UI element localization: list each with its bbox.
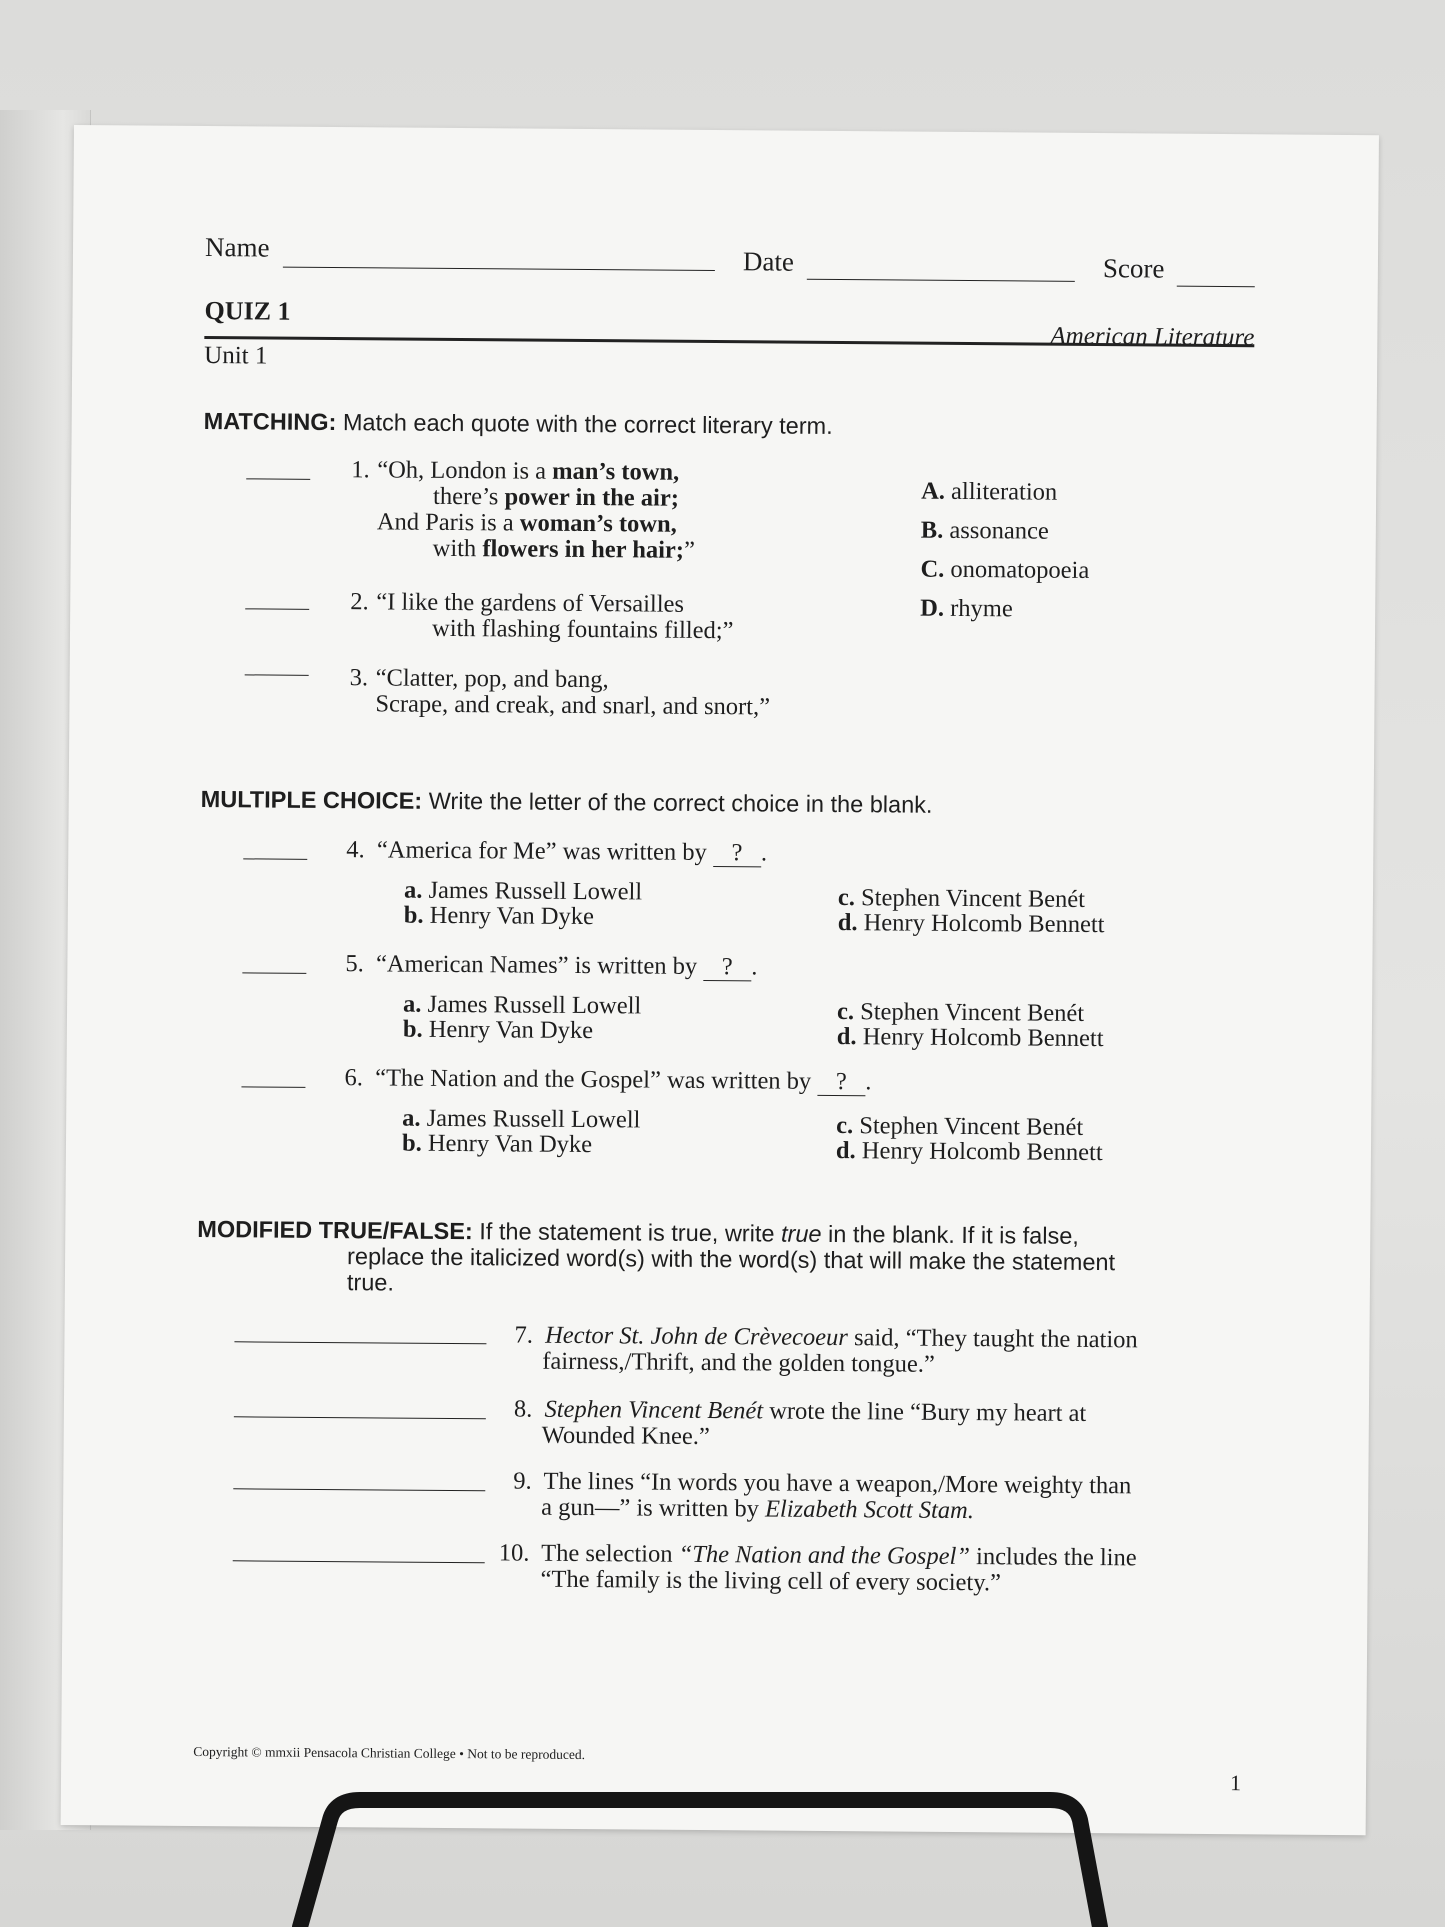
question-3-number: 3.	[349, 664, 369, 692]
question-4: 4. “America for Me” was written by ? .	[346, 836, 768, 867]
question-1-line-4: with flowers in her hair;”	[432, 534, 696, 564]
name-label: Name	[204, 232, 270, 263]
answer-blank-1[interactable]	[246, 478, 310, 480]
matching-instructions	[204, 408, 833, 440]
answer-blank-10[interactable]	[233, 1560, 485, 1563]
date-label: Date	[742, 246, 795, 277]
true-false-heading: MODIFIED TRUE/FALSE:	[197, 1216, 473, 1245]
answer-blank-3[interactable]	[245, 674, 309, 676]
question-2-line-1: “I like the gardens of Versailles	[376, 588, 685, 618]
question-3-line-2: Scrape, and creak, and snarl, and snort,”	[375, 690, 771, 721]
question-3	[375, 665, 770, 720]
matching-instruction: Match each quote with the correct literary term.	[342, 409, 833, 439]
question-10: 10. The selection “The Nation and the Gospel” includes the line “The family is the living cell of every society.”	[498, 1539, 1137, 1597]
page-number: 1	[1229, 1770, 1242, 1796]
answer-blank-7[interactable]	[234, 1341, 486, 1344]
question-3-line-1: “Clatter, pop, and bang,	[375, 664, 609, 694]
question-4-choices-left: a. James Russell Lowell b. Henry Van Dyke	[403, 876, 643, 931]
course-title: American Literature	[1050, 322, 1255, 352]
multiple-choice-instruction: Write the letter of the correct choice in the blank.	[428, 787, 933, 818]
question-1-line-2: there’s power in the air;	[432, 482, 680, 512]
matching-heading: MATCHING:	[203, 408, 337, 436]
question-4-choices-right: c. Stephen Vincent Benét d. Henry Holcomb Bennett	[837, 884, 1105, 939]
question-1-number: 1.	[351, 456, 370, 484]
question-6-choices-right: c. Stephen Vincent Benét d. Henry Holcomb Bennett	[835, 1112, 1103, 1167]
answer-blank-8[interactable]	[234, 1416, 486, 1419]
question-1-line-3: And Paris is a woman’s town,	[376, 508, 677, 538]
term-list	[920, 472, 1090, 629]
true-false-instructions: MODIFIED TRUE/FALSE: If the statement is true, write true in the blank. If it is false, replace the italicized word(s) with the word(s) that will make the statement true.	[197, 1216, 1116, 1296]
score-label: Score	[1102, 253, 1165, 284]
question-6-choices-left: a. James Russell Lowell b. Henry Van Dyke	[401, 1104, 641, 1159]
answer-blank-5[interactable]	[242, 972, 306, 974]
term-b: B. assonance	[920, 516, 1049, 545]
name-field[interactable]	[283, 267, 715, 271]
unit-label: Unit 1	[204, 342, 268, 370]
question-7: 7. Hector St. John de Crèvecoeur said, “They taught the nation fairness,/Thrift, and the golden tongue.”	[514, 1321, 1138, 1378]
term-d: D. rhyme	[920, 594, 1013, 623]
answer-blank-4[interactable]	[243, 858, 307, 860]
question-2-number: 2.	[350, 588, 369, 616]
term-a: A. alliteration	[921, 477, 1058, 506]
score-field[interactable]	[1177, 286, 1255, 288]
question-1	[377, 457, 696, 563]
date-field[interactable]	[807, 279, 1075, 282]
quiz-page	[61, 125, 1379, 1835]
question-6: 6. “The Nation and the Gospel” was written by ? .	[344, 1064, 872, 1096]
question-5-choices-right: c. Stephen Vincent Benét d. Henry Holcomb Bennett	[836, 998, 1104, 1053]
answer-blank-9[interactable]	[233, 1488, 485, 1491]
multiple-choice-instructions	[201, 786, 933, 819]
question-1-line-1: “Oh, London is a man’s town,	[377, 456, 680, 486]
quiz-title: QUIZ 1	[204, 296, 291, 326]
multiple-choice-heading: MULTIPLE CHOICE:	[200, 786, 423, 814]
answer-blank-6[interactable]	[241, 1086, 305, 1088]
question-2	[376, 589, 734, 644]
question-5-choices-left: a. James Russell Lowell b. Henry Van Dyke	[402, 990, 642, 1045]
question-5: 5. “American Names” is written by ? .	[345, 950, 758, 981]
copyright-notice: Copyright © mmxii Pensacola Christian College • Not to be reproduced.	[193, 1743, 586, 1763]
answer-blank-2[interactable]	[245, 608, 309, 610]
question-9: 9. The lines “In words you have a weapon,/More weighty than a gun—” is written by Elizabeth Scott Stam.	[513, 1467, 1132, 1525]
term-c: C. onomatopoeia	[920, 555, 1090, 584]
question-8: 8. Stephen Vincent Benét wrote the line “Bury my heart at Wounded Knee.”	[513, 1395, 1087, 1451]
question-2-line-2: with flashing fountains filled;”	[431, 614, 734, 645]
